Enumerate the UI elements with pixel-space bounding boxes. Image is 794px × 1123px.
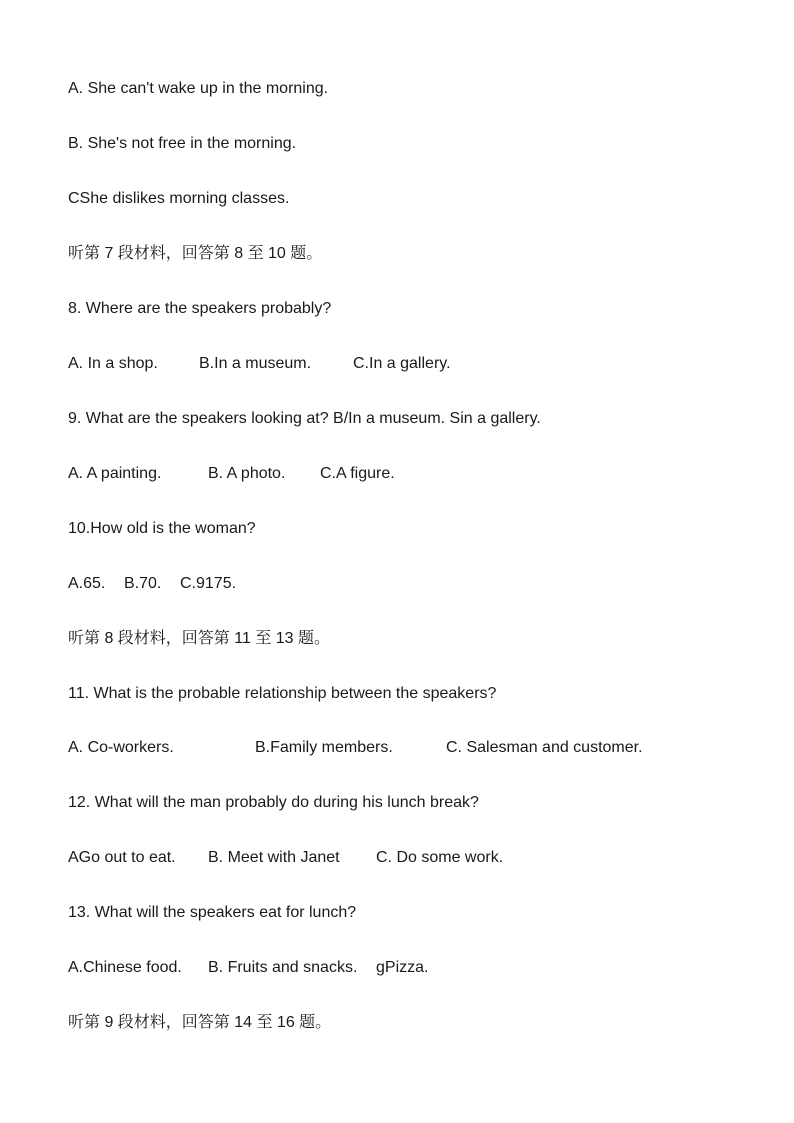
option-c: C.9175. — [180, 575, 237, 592]
option-b: B. Fruits and snacks. — [208, 959, 358, 976]
question-13: 13. What will the speakers eat for lunch? — [68, 904, 357, 921]
section-instruction: 听第 7 段材料，回答第 8 至 10 题。 — [68, 245, 323, 262]
option-a: A. In a shop. — [68, 355, 158, 372]
option-a: A.65. — [68, 575, 106, 592]
option-b: B. A photo. — [208, 465, 286, 482]
option-a: AGo out to eat. — [68, 849, 176, 866]
question-9: 9. What are the speakers looking at? B/In a museum. Sin a gallery. — [68, 410, 541, 427]
question-12: 12. What will the man probably do during his lunch break? — [68, 794, 479, 811]
question-10: 10.How old is the woman? — [68, 520, 256, 537]
question-8-options — [0, 354, 794, 374]
option-c: C.A figure. — [320, 465, 395, 482]
question-9-options — [0, 464, 794, 484]
option-a: A. A painting. — [68, 465, 162, 482]
option-line: B. She's not free in the morning. — [68, 135, 297, 152]
section-instruction: 听第 9 段材料，回答第 14 至 16 题。 — [68, 1014, 332, 1031]
option-b: B.70. — [124, 575, 162, 592]
option-a: A.Chinese food. — [68, 959, 182, 976]
option-c: C.In a gallery. — [353, 355, 451, 372]
option-b: B.In a museum. — [199, 355, 312, 372]
question-10-options — [0, 574, 794, 594]
option-a: A. Co-workers. — [68, 739, 174, 756]
question-11-options — [0, 738, 794, 758]
option-line: CShe dislikes morning classes. — [68, 190, 290, 207]
question-13-options — [0, 958, 794, 978]
option-c: gPizza. — [376, 959, 429, 976]
question-12-options — [0, 848, 794, 868]
question-8: 8. Where are the speakers probably? — [68, 300, 332, 317]
option-b: B.Family members. — [255, 739, 393, 756]
section-instruction: 听第 8 段材料，回答第 11 至 13 题。 — [68, 630, 330, 647]
option-c: C. Do some work. — [376, 849, 504, 866]
question-11: 11. What is the probable relationship between the speakers? — [68, 685, 497, 702]
option-c: C. Salesman and customer. — [446, 739, 643, 756]
option-b: B. Meet with Janet — [208, 849, 340, 866]
option-line: A. She can't wake up in the morning. — [68, 80, 329, 97]
